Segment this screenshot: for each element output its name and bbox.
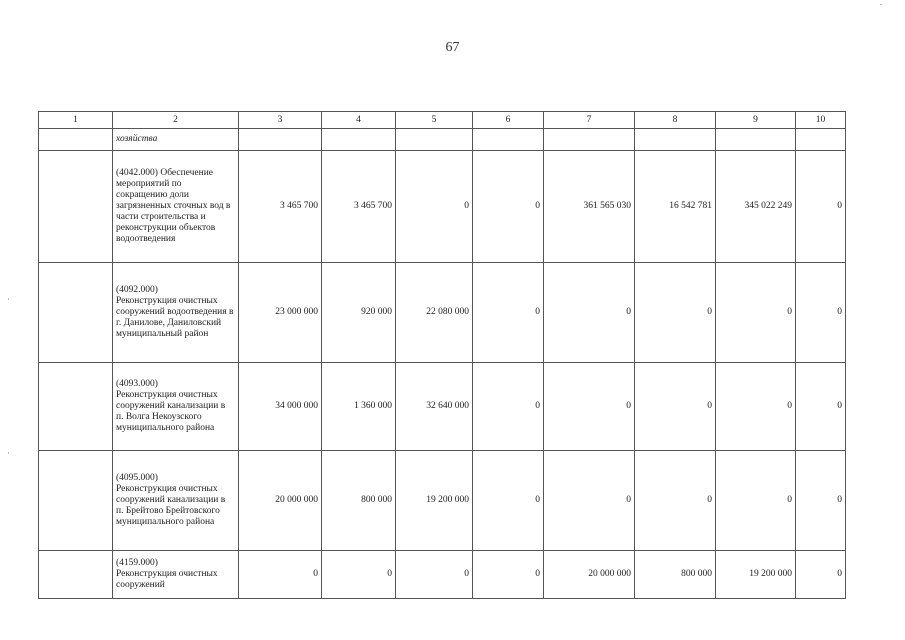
row-name-cell: (4092.000) Реконструкция очистных сооружений водоотведения в г. Данилове, Даниловский муниципальный район xyxy=(113,263,239,363)
table-row xyxy=(39,363,846,451)
col-header-4: 4 xyxy=(322,112,396,129)
value-cell-col-10 xyxy=(796,129,846,151)
value-cell-col-10: 0 xyxy=(796,363,846,451)
value-cell-col-5: 0 xyxy=(396,551,473,599)
col-header-5: 5 xyxy=(396,112,473,129)
value-cell-col-5: 0 xyxy=(396,151,473,263)
value-cell-col-10: 0 xyxy=(796,451,846,551)
value-cell-col-5: 32 640 000 xyxy=(396,363,473,451)
value-cell-col-6 xyxy=(473,129,544,151)
value-cell-col-4: 0 xyxy=(322,551,396,599)
value-cell-col-4: 800 000 xyxy=(322,451,396,551)
value-cell-col-5: 22 080 000 xyxy=(396,263,473,363)
value-cell-col-5 xyxy=(396,129,473,151)
table-body xyxy=(39,129,846,599)
value-cell-col-8: 0 xyxy=(635,363,716,451)
value-cell-col-9 xyxy=(716,129,796,151)
value-cell-col-9: 0 xyxy=(716,263,796,363)
value-cell-col-8: 0 xyxy=(635,263,716,363)
table-row xyxy=(39,129,846,151)
row-name-cell: (4093.000) Реконструкция очистных сооружений канализации в п. Волга Некоузского муниципального района xyxy=(113,363,239,451)
row-number-cell xyxy=(39,151,113,263)
value-cell-col-5: 19 200 000 xyxy=(396,451,473,551)
value-cell-col-6: 0 xyxy=(473,363,544,451)
table-row xyxy=(39,551,846,599)
value-cell-col-10: 0 xyxy=(796,151,846,263)
col-header-9: 9 xyxy=(716,112,796,129)
value-cell-col-7: 0 xyxy=(544,451,635,551)
value-cell-col-3: 0 xyxy=(239,551,322,599)
value-cell-col-6: 0 xyxy=(473,451,544,551)
value-cell-col-7: 361 565 030 xyxy=(544,151,635,263)
row-number-cell xyxy=(39,263,113,363)
value-cell-col-3: 3 465 700 xyxy=(239,151,322,263)
col-header-8: 8 xyxy=(635,112,716,129)
value-cell-col-9: 0 xyxy=(716,363,796,451)
value-cell-col-3: 34 000 000 xyxy=(239,363,322,451)
col-header-1: 1 xyxy=(39,112,113,129)
row-name-cell: хозяйства xyxy=(113,129,239,151)
header-row xyxy=(39,112,846,129)
value-cell-col-8: 16 542 781 xyxy=(635,151,716,263)
row-number-cell xyxy=(39,551,113,599)
value-cell-col-3: 20 000 000 xyxy=(239,451,322,551)
value-cell-col-10: 0 xyxy=(796,551,846,599)
value-cell-col-4: 1 360 000 xyxy=(322,363,396,451)
scan-artifact xyxy=(8,452,9,454)
row-name-cell: (4159.000) Реконструкция очистных сооружений xyxy=(113,551,239,599)
table-row xyxy=(39,451,846,551)
value-cell-col-6: 0 xyxy=(473,151,544,263)
value-cell-col-8 xyxy=(635,129,716,151)
row-number-cell xyxy=(39,451,113,551)
page-number: 67 xyxy=(445,40,460,55)
row-name-cell: (4042.000) Обеспечение мероприятий по сокращению доли загрязненных сточных вод в части строительства и реконструкции объектов водоотведения xyxy=(113,151,239,263)
col-header-2: 2 xyxy=(113,112,239,129)
value-cell-col-10: 0 xyxy=(796,263,846,363)
value-cell-col-3: 23 000 000 xyxy=(239,263,322,363)
value-cell-col-4 xyxy=(322,129,396,151)
row-number-cell xyxy=(39,129,113,151)
scan-artifact xyxy=(880,4,882,5)
table-row xyxy=(39,151,846,263)
value-cell-col-7: 0 xyxy=(544,263,635,363)
row-number-cell xyxy=(39,363,113,451)
col-header-6: 6 xyxy=(473,112,544,129)
table-row xyxy=(39,263,846,363)
col-header-7: 7 xyxy=(544,112,635,129)
value-cell-col-6: 0 xyxy=(473,263,544,363)
value-cell-col-9: 0 xyxy=(716,451,796,551)
budget-table xyxy=(38,111,846,599)
scan-artifact xyxy=(8,298,9,300)
value-cell-col-7: 20 000 000 xyxy=(544,551,635,599)
value-cell-col-8: 800 000 xyxy=(635,551,716,599)
col-header-10: 10 xyxy=(796,112,846,129)
value-cell-col-3 xyxy=(239,129,322,151)
value-cell-col-4: 3 465 700 xyxy=(322,151,396,263)
col-header-3: 3 xyxy=(239,112,322,129)
value-cell-col-9: 19 200 000 xyxy=(716,551,796,599)
value-cell-col-4: 920 000 xyxy=(322,263,396,363)
value-cell-col-9: 345 022 249 xyxy=(716,151,796,263)
value-cell-col-7: 0 xyxy=(544,363,635,451)
value-cell-col-6: 0 xyxy=(473,551,544,599)
value-cell-col-8: 0 xyxy=(635,451,716,551)
value-cell-col-7 xyxy=(544,129,635,151)
row-name-cell: (4095.000) Реконструкция очистных сооружений канализации в п. Брейтово Брейтовского муниципального района xyxy=(113,451,239,551)
